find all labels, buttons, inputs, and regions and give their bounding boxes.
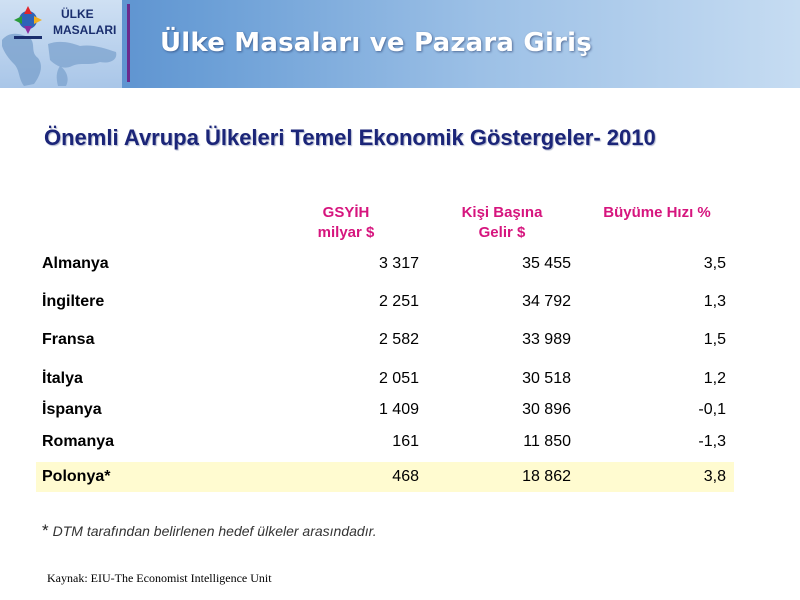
cell-gdp: 468 — [392, 468, 419, 485]
cell-country: İspanya — [42, 401, 102, 418]
footnote — [42, 521, 377, 541]
column-header-gdp-line1: GSYİH — [322, 204, 370, 221]
cell-growth: 1,3 — [703, 293, 726, 310]
logo — [0, 0, 122, 88]
cell-gdp: 161 — [392, 433, 419, 450]
table-row — [36, 395, 734, 425]
table-row — [36, 287, 734, 317]
column-header-income-line1: Kişi Başına — [461, 204, 543, 221]
footnote-text: DTM tarafından belirlenen hedef ülkeler arasındadır. — [52, 523, 377, 539]
column-header-income — [440, 203, 564, 243]
banner-title: Ülke Masaları ve Pazara Giriş — [160, 28, 592, 58]
cell-income: 34 792 — [522, 293, 571, 310]
cell-country: İtalya — [42, 370, 83, 387]
cell-income: 30 896 — [522, 401, 571, 418]
cell-country: Fransa — [42, 331, 95, 348]
cell-country: Romanya — [42, 433, 115, 450]
cell-growth: 3,5 — [703, 255, 726, 272]
logo-text-line2: MASALARI — [53, 23, 117, 37]
table-row-highlighted — [36, 462, 734, 492]
source-note: Kaynak: EIU-The Economist Intelligence Unit — [47, 571, 272, 585]
cell-gdp: 2 051 — [378, 370, 419, 387]
table-row — [36, 249, 734, 279]
table-row — [36, 364, 734, 394]
cell-gdp: 1 409 — [378, 401, 419, 418]
cell-growth: -0,1 — [698, 401, 726, 418]
cell-growth: 1,5 — [703, 331, 726, 348]
column-header-gdp — [296, 203, 396, 243]
logo-text-line1: ÜLKE — [61, 7, 94, 21]
cell-income: 11 850 — [523, 433, 571, 450]
footnote-marker: * — [42, 521, 49, 540]
cell-income: 30 518 — [522, 370, 571, 387]
cell-growth: 1,2 — [703, 370, 726, 387]
slide-title: Önemli Avrupa Ülkeleri Temel Ekonomik Göstergeler- 2010 — [44, 125, 656, 150]
cell-income: 33 989 — [522, 331, 571, 348]
header-banner — [0, 0, 800, 88]
logo-divider — [127, 4, 130, 82]
table-row — [36, 325, 734, 355]
cell-gdp: 2 582 — [378, 331, 419, 348]
cell-growth: 3,8 — [703, 468, 726, 485]
column-header-growth-label: Büyüme Hızı % — [603, 204, 711, 221]
cell-income: 18 862 — [522, 468, 571, 485]
cell-gdp: 3 317 — [378, 255, 419, 272]
column-header-gdp-line2: milyar $ — [317, 224, 375, 241]
column-header-income-line2: Gelir $ — [478, 224, 526, 241]
column-header-growth — [586, 203, 728, 223]
logo-text — [53, 6, 119, 38]
cell-gdp: 2 251 — [378, 293, 419, 310]
cell-country: Polonya* — [42, 468, 111, 485]
cell-growth: -1,3 — [698, 433, 726, 450]
cell-country: İngiltere — [42, 293, 105, 310]
table-row — [36, 427, 734, 457]
cell-income: 35 455 — [522, 255, 571, 272]
cell-country: Almanya — [42, 255, 109, 272]
